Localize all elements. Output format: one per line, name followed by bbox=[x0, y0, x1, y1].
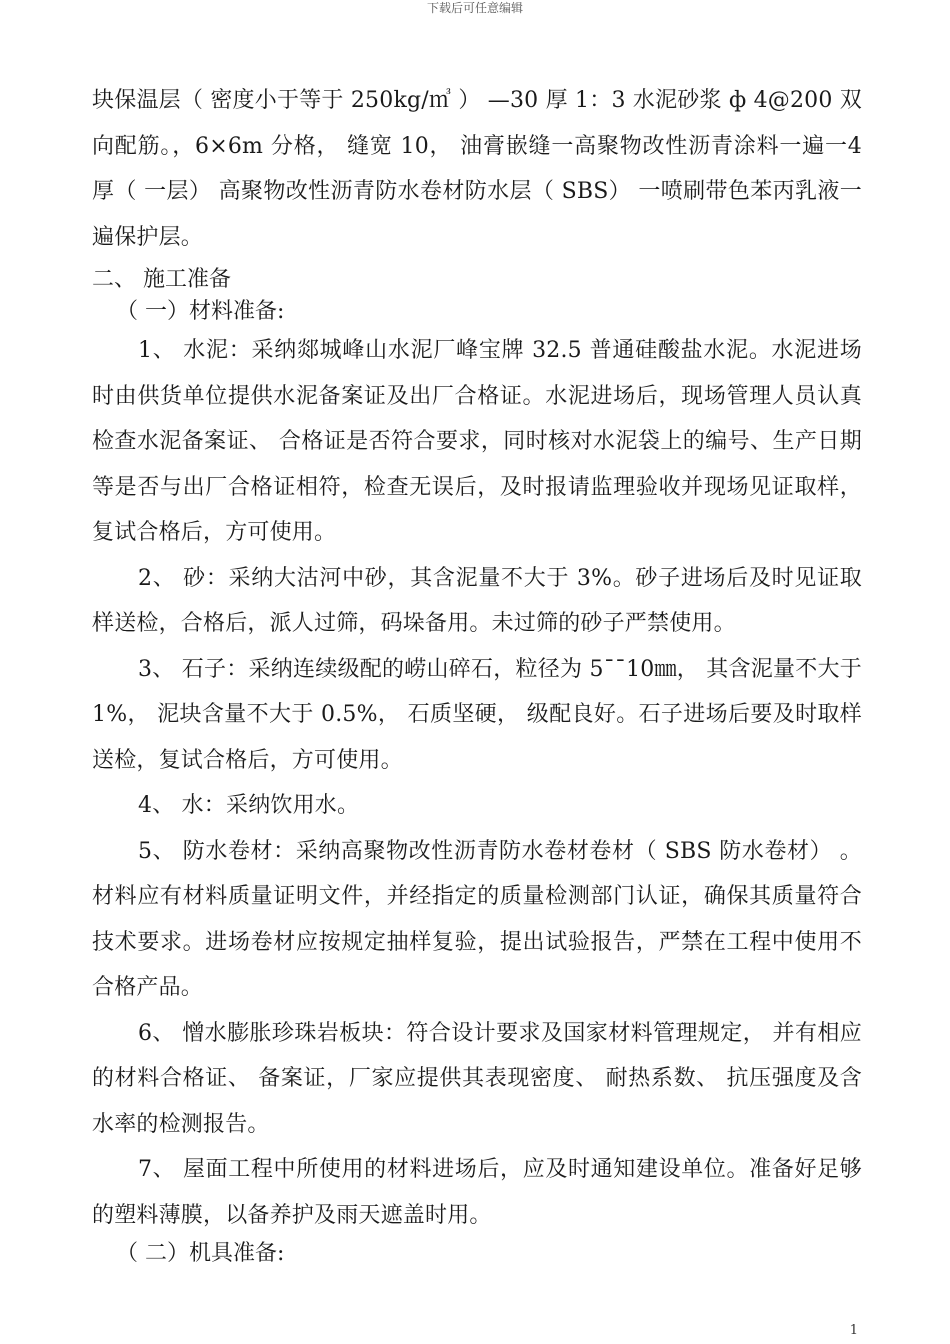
material-item-water: 4、 水：采纳饮用水。 bbox=[138, 793, 360, 818]
material-item-waterproof-membrane: 5、 防水卷材：采纳高聚物改性沥青防水卷材卷材（ SBS 防水卷材） 。材料应有材料质量证明文件，并经指定的质量检测部门认证，确保其质量符合技术要求。进场卷材应按规定抽样复验，提出试验报告，严禁在工程中使用不合格产品。 bbox=[92, 838, 862, 1000]
material-item-cement: 1、 水泥：采纳郯城峰山水泥厂峰宝牌 32.5 普通硅酸盐水泥。水泥进场时由供货单位提供水泥备案证及出厂合格证。水泥进场后，现场管理人员认真检查水泥备案证、 合格证是否符合要求，同时核对水泥袋上的编号、生产日期等是否与出厂合格证相符，检查无误后，及时报请监理验收并现场见证取样，复试合格后，方可使用。 bbox=[92, 338, 862, 545]
document-body bbox=[92, 78, 862, 1270]
material-item-perlite-board: 6、 憎水膨胀珍珠岩板块：符合设计要求及国家材料管理规定， 并有相应的材料合格证、 备案证，厂家应提供其表现密度、 耐热系数、 抗压强度及含水率的检测报告。 bbox=[92, 1020, 862, 1137]
subsection-heading-materials: （ 一）材料准备: bbox=[116, 299, 285, 324]
paragraph-roof-layers: 块保温层（ 密度小于等于 250kg/㎥ ） —30 厚 1：3 水泥砂浆 ф 4@200 双向配筋。，6×6m 分格， 缝宽 10， 油膏嵌缝一高聚物改性沥青涂料一遍一4 厚（ 一层） 高聚物改性沥青防水卷材防水层（ SBS） 一喷刷带色苯丙乳液一遍保护层。 bbox=[92, 88, 862, 250]
page-header: 下载后可任意编辑 bbox=[426, 1, 523, 15]
material-item-sand: 2、 砂：采纳大沽河中砂，其含泥量不大于 3%。砂子进场后及时见证取样送检，合格后，派人过筛，码垛备用。未过筛的砂子严禁使用。 bbox=[92, 565, 862, 636]
subsection-heading-tools: （ 二）机具准备: bbox=[116, 1241, 285, 1266]
material-item-gravel: 3、 石子：采纳连续级配的崂山碎石，粒径为 5¯¯10㎜， 其含泥量不大于 1%， 泥块含量不大于 0.5%， 石质坚硬， 级配良好。石子进场后要及时取样送检，复试合格后，方可使用。 bbox=[92, 656, 862, 773]
page-number: 1 bbox=[849, 1323, 858, 1338]
section-heading-construction-prep: 二、 施工准备 bbox=[92, 267, 231, 292]
material-item-site-notice: 7、 屋面工程中所使用的材料进场后，应及时通知建设单位。准备好足够的塑料薄膜，以备养护及雨天遮盖时用。 bbox=[92, 1157, 862, 1228]
